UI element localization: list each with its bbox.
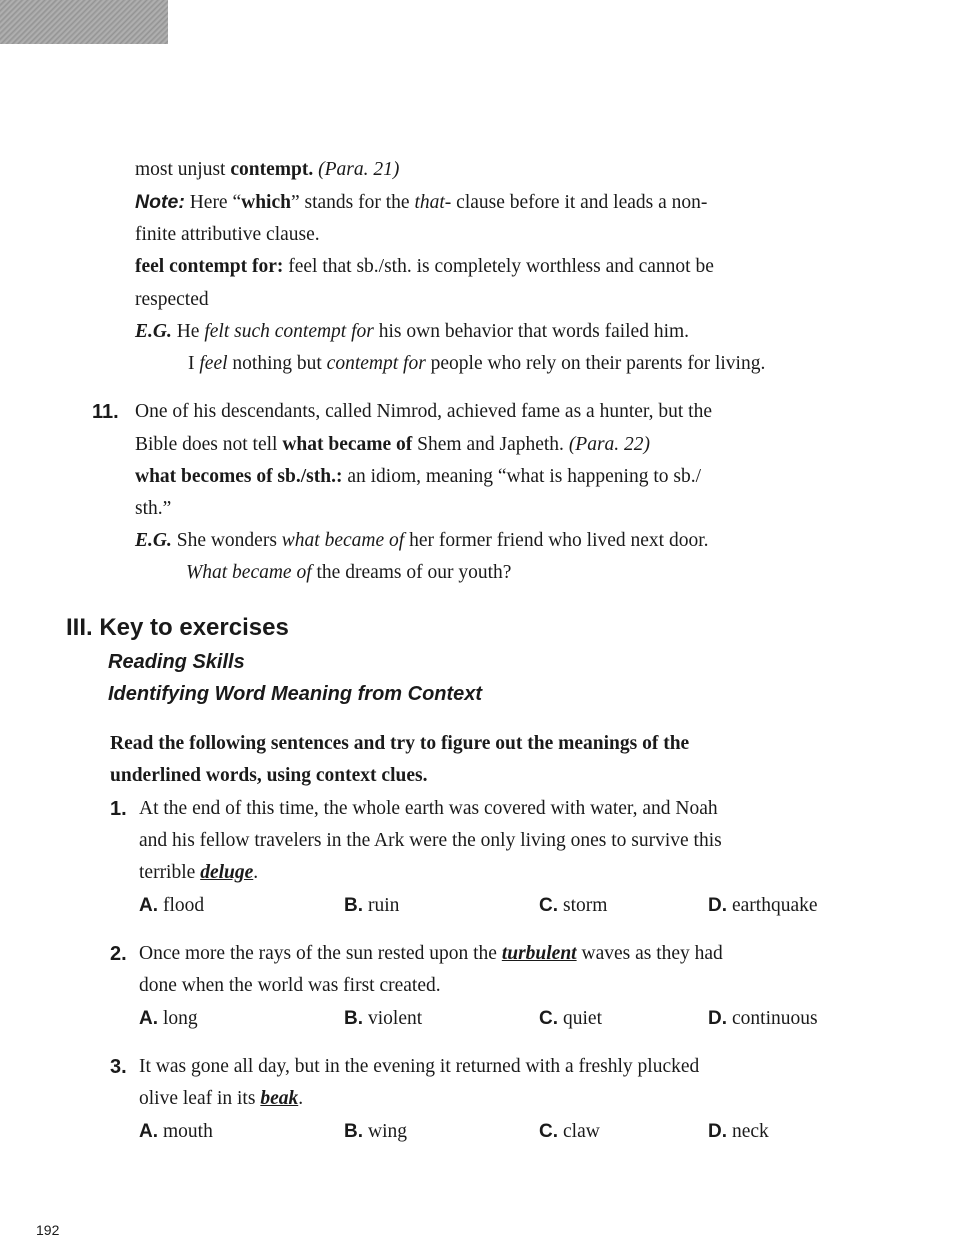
question2-option-b[interactable]: B. violent — [344, 1008, 423, 1029]
question1-option-d[interactable]: D. earthquake — [708, 895, 818, 916]
question3-line1: It was gone all day, but in the evening it returned with a freshly plucked — [139, 1056, 700, 1077]
item10-line1: most unjust contempt. (Para. 21) — [135, 159, 400, 180]
instruction-line2: underlined words, using context clues. — [110, 765, 428, 786]
item10-note: Note: Here “which” stands for the that- clause before it and leads a non- — [135, 191, 708, 213]
question2-option-a[interactable]: A. long — [139, 1008, 198, 1029]
subheading-reading-skills: Reading Skills — [108, 651, 245, 673]
item10-def2: respected — [135, 289, 209, 310]
question3-number: 3. — [110, 1056, 127, 1078]
question2-option-c[interactable]: C. quiet — [539, 1008, 602, 1029]
item11-number: 11. — [92, 401, 119, 423]
underlined-word-deluge: deluge — [200, 862, 254, 883]
question1-number: 1. — [110, 798, 127, 820]
question3-option-d[interactable]: D. neck — [708, 1121, 769, 1142]
question1-option-c[interactable]: C. storm — [539, 895, 608, 916]
item11-term: what becomes of sb./sth.: an idiom, meaning “what is happening to sb./ — [135, 466, 701, 487]
question1-line1: At the end of this time, the whole earth was covered with water, and Noah — [139, 798, 718, 819]
question3-option-c[interactable]: C. claw — [539, 1121, 600, 1142]
question1-option-a[interactable]: A. flood — [139, 895, 205, 916]
item11-line2: Bible does not tell what became of Shem and Japheth. (Para. 22) — [135, 434, 651, 455]
question1-option-b[interactable]: B. ruin — [344, 895, 400, 916]
subheading-word-meaning: Identifying Word Meaning from Context — [108, 683, 483, 705]
instruction-line1: Read the following sentences and try to figure out the meanings of the — [110, 733, 690, 754]
question2-number: 2. — [110, 943, 127, 965]
question2-option-d[interactable]: D. continuous — [708, 1008, 818, 1029]
item11-line1: One of his descendants, called Nimrod, achieved fame as a hunter, but the — [135, 401, 712, 422]
question1-line3: terrible deluge. — [139, 862, 259, 883]
item11-example2: What became of the dreams of our youth? — [186, 562, 512, 583]
underlined-word-turbulent: turbulent — [501, 943, 577, 964]
question1-line2: and his fellow travelers in the Ark were the only living ones to survive this — [139, 830, 722, 851]
question2-line1: Once more the rays of the sun rested upon the turbulent waves as they had — [139, 943, 723, 964]
item10-example2: I feel nothing but contempt for people who rely on their parents for living. — [188, 353, 766, 374]
question2-line2: done when the world was first created. — [139, 975, 441, 996]
question3-line2: olive leaf in its beak. — [139, 1088, 304, 1109]
section-heading: III. Key to exercises — [66, 614, 289, 641]
item11-def2: sth.” — [135, 498, 172, 519]
item10-term: feel contempt for: feel that sb./sth. is completely worthless and cannot be — [135, 256, 714, 277]
question3-option-a[interactable]: A. mouth — [139, 1121, 213, 1142]
page-number: 192 — [36, 1222, 60, 1238]
underlined-word-beak: beak — [260, 1088, 299, 1109]
item10-note-line2: finite attributive clause. — [135, 224, 320, 245]
question3-option-b[interactable]: B. wing — [344, 1121, 407, 1142]
item10-example1: E.G. He felt such contempt for his own behavior that words failed him. — [135, 321, 690, 342]
item11-example1: E.G. She wonders what became of her former friend who lived next door. — [135, 530, 709, 551]
